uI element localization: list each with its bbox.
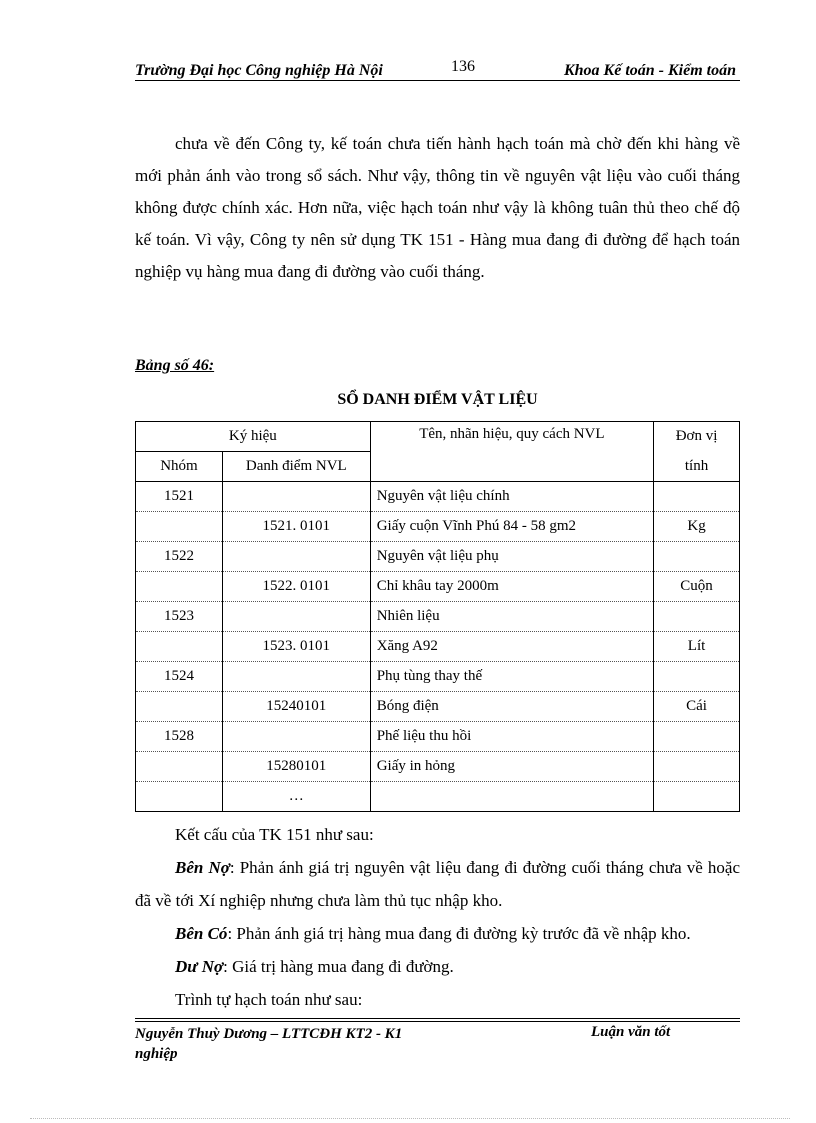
credit-text: : Phản ánh giá trị hàng mua đang đi đường kỳ trước đã về nhập kho. <box>227 924 691 943</box>
debit-label: Bên Nợ <box>175 858 230 877</box>
structure-line: Kết cấu của TK 151 như sau: <box>175 825 374 844</box>
row-code: … <box>222 782 370 812</box>
intro-paragraph: chưa về đến Công ty, kế toán chưa tiến hành hạch toán mà chờ đến khi hàng về mới phản ánh vào trong sổ sách. Như vậy, thông tin về nguyên vật liệu vào cuối tháng không được chính xác. Hơn nữa, việc hạch toán như vậy là không tuân thủ theo chế độ kế toán. Vì vậy, Công ty nên sử dụng TK 151 - Hàng mua đang đi đường để hạch toán nghiệp vụ hàng mua đang đi đường vào cuối tháng. <box>135 134 740 281</box>
row-name: Nhiên liệu <box>370 602 653 632</box>
credit-paragraph <box>135 917 740 950</box>
materials-table <box>135 421 740 812</box>
row-unit <box>654 602 740 632</box>
header-faculty: Khoa Kế toán - Kiểm toán <box>563 62 736 79</box>
row-group: 1522 <box>136 542 223 572</box>
row-name: Nguyên vật liệu chính <box>370 482 653 512</box>
row-group: 1528 <box>136 722 223 752</box>
header-group: Nhóm <box>136 452 223 482</box>
row-unit: Lít <box>654 632 740 662</box>
table-row <box>136 512 740 542</box>
row-name: Phụ tùng thay thế <box>370 662 653 692</box>
debit-paragraph <box>135 851 740 917</box>
row-code: 15280101 <box>222 752 370 782</box>
procedure-line: Trình tự hạch toán như sau: <box>175 990 363 1009</box>
row-group <box>136 782 223 812</box>
header-symbol: Ký hiệu <box>136 422 371 452</box>
row-group: 1524 <box>136 662 223 692</box>
row-group <box>136 572 223 602</box>
footer-author <box>135 1024 475 1064</box>
row-unit <box>654 662 740 692</box>
row-unit: Cuộn <box>654 572 740 602</box>
table-row <box>136 752 740 782</box>
header-school: Trường Đại học Công nghiệp Hà Nội <box>135 62 383 79</box>
row-code: 1523. 0101 <box>222 632 370 662</box>
balance-label: Dư Nợ <box>175 957 224 976</box>
credit-label: Bên Có <box>175 924 228 943</box>
page-edge-line <box>30 1118 790 1119</box>
table-row <box>136 602 740 632</box>
table-row <box>136 482 740 512</box>
after-table-text <box>135 818 740 1016</box>
header-name: Tên, nhãn hiệu, quy cách NVL <box>370 422 653 482</box>
row-code <box>222 662 370 692</box>
row-unit <box>654 722 740 752</box>
footer-rule-thin <box>135 1018 740 1019</box>
footer-rule-thick <box>135 1021 740 1022</box>
table-row <box>136 572 740 602</box>
header-code: Danh điểm NVL <box>222 452 370 482</box>
row-unit <box>654 542 740 572</box>
row-group: 1521 <box>136 482 223 512</box>
row-code <box>222 542 370 572</box>
table-title: SỔ DANH ĐIỂM VẬT LIỆU <box>337 391 538 408</box>
row-group <box>136 632 223 662</box>
row-code <box>222 482 370 512</box>
header-unit-line1: Đơn vị <box>654 422 740 452</box>
row-unit <box>654 782 740 812</box>
row-unit <box>654 482 740 512</box>
footer-author-cont: nghiệp <box>135 1046 178 1062</box>
row-name: Phế liệu thu hồi <box>370 722 653 752</box>
row-code <box>222 722 370 752</box>
table-row <box>136 692 740 722</box>
debit-text: : Phản ánh giá trị nguyên vật liệu đang đi đường cuối tháng chưa về hoặc đã về tới Xí nghiệp nhưng chưa làm thủ tục nhập kho. <box>135 858 740 910</box>
table-label: Bảng số 46: <box>135 357 215 374</box>
row-unit: Cái <box>654 692 740 722</box>
table-row <box>136 632 740 662</box>
row-name: Giấy in hỏng <box>370 752 653 782</box>
row-name: Nguyên vật liệu phụ <box>370 542 653 572</box>
row-code: 1522. 0101 <box>222 572 370 602</box>
table-row <box>136 662 740 692</box>
table-row <box>136 542 740 572</box>
row-group <box>136 752 223 782</box>
row-unit <box>654 752 740 782</box>
header-unit-line2: tính <box>654 452 740 482</box>
row-name: Giấy cuộn Vĩnh Phú 84 - 58 gm2 <box>370 512 653 542</box>
row-group: 1523 <box>136 602 223 632</box>
balance-text: : Giá trị hàng mua đang đi đường. <box>223 957 454 976</box>
footer-author-line: Nguyễn Thuỳ Dương – LTTCĐH KT2 - K1 <box>135 1026 403 1042</box>
table-row <box>136 782 740 812</box>
row-name: Xăng A92 <box>370 632 653 662</box>
table-row <box>136 722 740 752</box>
row-code: 15240101 <box>222 692 370 722</box>
row-code: 1521. 0101 <box>222 512 370 542</box>
row-group <box>136 692 223 722</box>
row-code <box>222 602 370 632</box>
page-number: 136 <box>451 58 475 75</box>
row-name: Bóng điện <box>370 692 653 722</box>
row-group <box>136 512 223 542</box>
row-name: Chỉ khâu tay 2000m <box>370 572 653 602</box>
row-name <box>370 782 653 812</box>
row-unit: Kg <box>654 512 740 542</box>
header-rule <box>135 80 740 81</box>
balance-paragraph <box>135 950 740 983</box>
footer-thesis: Luận văn tốt <box>591 1024 671 1040</box>
